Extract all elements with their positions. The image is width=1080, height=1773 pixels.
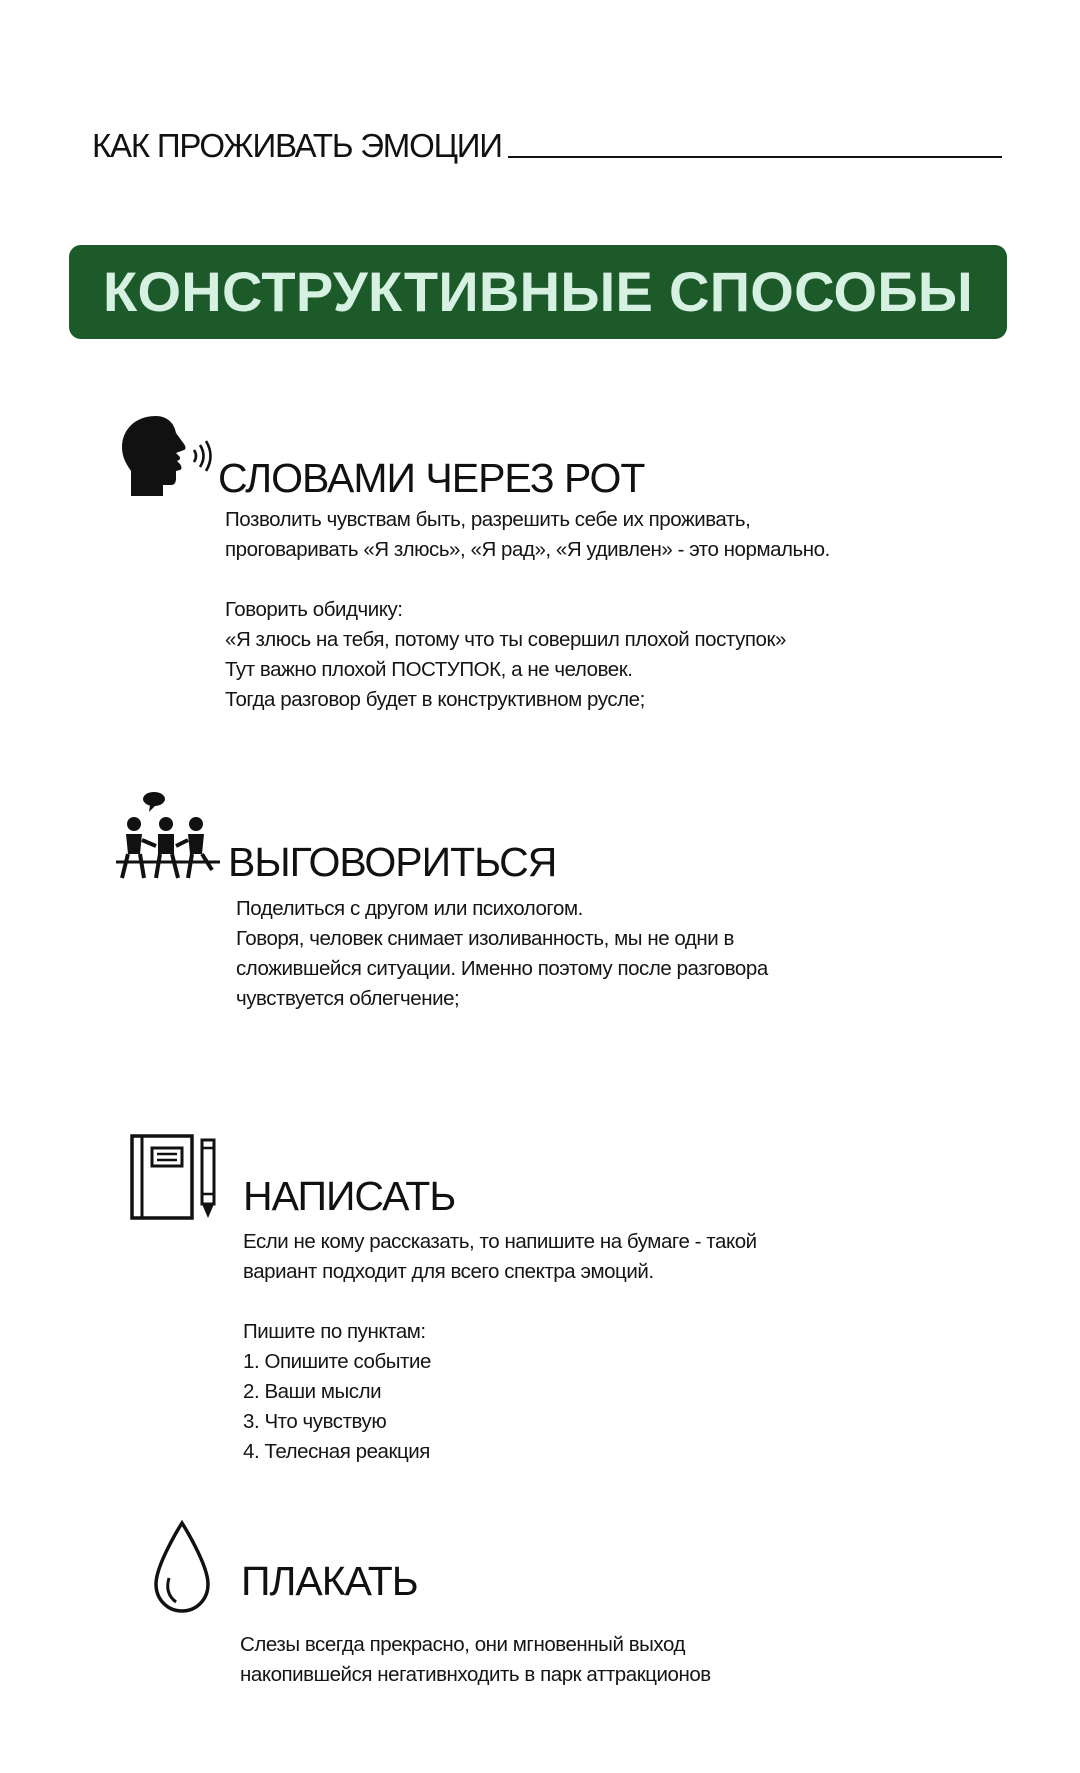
section-banner: [69, 245, 1007, 339]
tear-drop-icon: [152, 1520, 212, 1614]
section-title: СЛОВАМИ ЧЕРЕЗ РОТ: [218, 455, 645, 501]
body-line: Позволить чувствам быть, разрешить себе их проживать,: [225, 508, 751, 531]
speaking-head-icon: [118, 414, 218, 498]
section-body: [240, 1630, 711, 1690]
body-line: Говорить обидчику:: [225, 598, 403, 621]
body-line: 3. Что чувствую: [243, 1410, 387, 1433]
body-line: «Я злюсь на тебя, потому что ты совершил плохой поступок»: [225, 628, 786, 651]
section-body: [236, 894, 768, 1014]
section-title: ВЫГОВОРИТЬСЯ: [228, 839, 557, 885]
body-line: 2. Ваши мысли: [243, 1380, 382, 1403]
body-line: вариант подходит для всего спектра эмоций.: [243, 1260, 654, 1283]
body-line: Говоря, человек снимает изоливанность, мы не одни в: [236, 927, 734, 950]
group-conversation-icon: [116, 790, 222, 882]
body-line: Пишите по пунктам:: [243, 1320, 426, 1343]
notebook-pencil-icon: [130, 1134, 220, 1220]
title-underline: [508, 156, 1002, 158]
body-line: сложившейся ситуации. Именно поэтому после разговора: [236, 957, 768, 980]
body-line: чувствуется облегчение;: [236, 987, 460, 1010]
body-line: Поделиться с другом или психологом.: [236, 897, 583, 920]
body-line: Тогда разговор будет в конструктивном русле;: [225, 688, 645, 711]
section-title: НАПИСАТЬ: [243, 1173, 456, 1219]
section-title: ПЛАКАТЬ: [241, 1558, 418, 1604]
body-line: Слезы всегда прекрасно, они мгновенный выход: [240, 1633, 686, 1656]
page-title: КАК ПРОЖИВАТЬ ЭМОЦИИ: [92, 127, 502, 164]
body-line: проговаривать «Я злюсь», «Я рад», «Я удивлен» - это нормально.: [225, 538, 830, 561]
body-line: 4. Телесная реакция: [243, 1440, 430, 1463]
page-header: [92, 112, 1002, 162]
body-line: накопившейся негативнходить в парк аттракционов: [240, 1663, 711, 1686]
section-body: [243, 1227, 757, 1467]
banner-title: КОНСТРУКТИВНЫЕ СПОСОБЫ: [102, 260, 974, 323]
body-line: 1. Опишите событие: [243, 1350, 431, 1373]
section-body: [225, 505, 830, 715]
body-line: Тут важно плохой ПОСТУПОК, а не человек.: [225, 658, 633, 681]
body-line: Если не кому рассказать, то напишите на бумаге - такой: [243, 1230, 757, 1253]
